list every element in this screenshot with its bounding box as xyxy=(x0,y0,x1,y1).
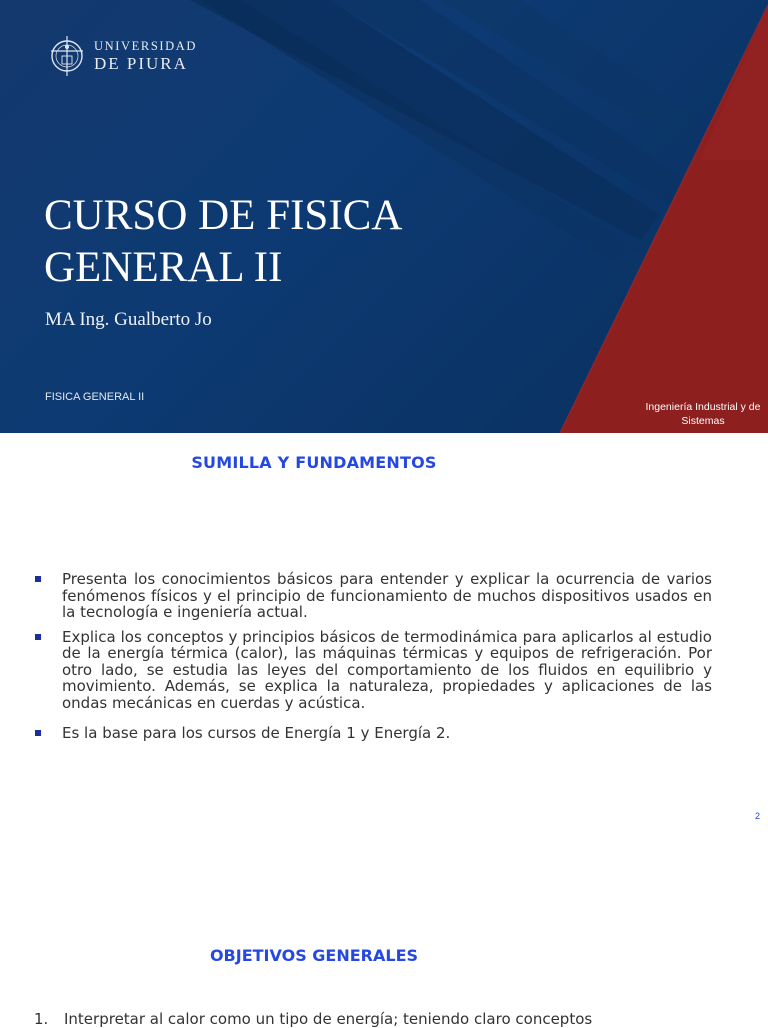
footer-course-label: FISICA GENERAL II xyxy=(45,391,145,403)
footer-department-label: Ingeniería Industrial y de Sistemas xyxy=(645,401,761,427)
course-title-line-2: GENERAL II xyxy=(44,244,283,291)
square-bullet-icon xyxy=(35,634,41,640)
author-name: MA Ing. Gualberto Jo xyxy=(45,309,212,330)
university-seal-icon xyxy=(48,34,86,78)
course-title xyxy=(44,190,402,294)
section-title-sumilla: SUMILLA Y FUNDAMENTOS xyxy=(191,453,437,472)
section-title-objetivos: OBJETIVOS GENERALES xyxy=(209,946,419,965)
sumilla-bullet-list xyxy=(34,571,712,750)
course-title-line-1: CURSO DE FISICA xyxy=(44,192,403,239)
objective-text: Interpretar al calor como un tipo de energía; teniendo claro conceptos xyxy=(64,1010,593,1028)
title-slide xyxy=(0,0,768,433)
logo-line-2: DE PIURA xyxy=(94,54,188,74)
logo-line-1: UNIVERSIDAD xyxy=(94,38,198,53)
bullet-text: Presenta los conocimientos básicos para entender y explicar la ocurrencia de varios fenómenos físicos y el principio de funcionamiento de muchos dispositivos usados en la tecnología e ingeniería actual. xyxy=(62,570,712,621)
university-logo xyxy=(48,34,197,78)
bullet-text: Es la base para los cursos de Energía 1 y Energía 2. xyxy=(62,724,451,742)
bullet-text: Explica los conceptos y principios básicos de termodinámica para aplicarlos al estudio de la energía térmica (calor), las máquinas térmicas y equipos de refrigeración. Por otro lado, se estudia las leyes del comportamiento de los fluidos en equilibrio y movimiento. Además, se explica la naturaleza, propiedades y aplicaciones de las ondas mecánicas en cuerdas y acústica. xyxy=(62,627,712,712)
square-bullet-icon xyxy=(35,576,41,582)
page-number: 2 xyxy=(755,811,761,821)
list-item xyxy=(34,725,712,742)
list-item xyxy=(34,571,712,621)
objective-item xyxy=(34,1010,712,1028)
objective-number: 1. xyxy=(34,1010,49,1028)
list-item xyxy=(34,629,712,712)
square-bullet-icon xyxy=(35,730,41,736)
